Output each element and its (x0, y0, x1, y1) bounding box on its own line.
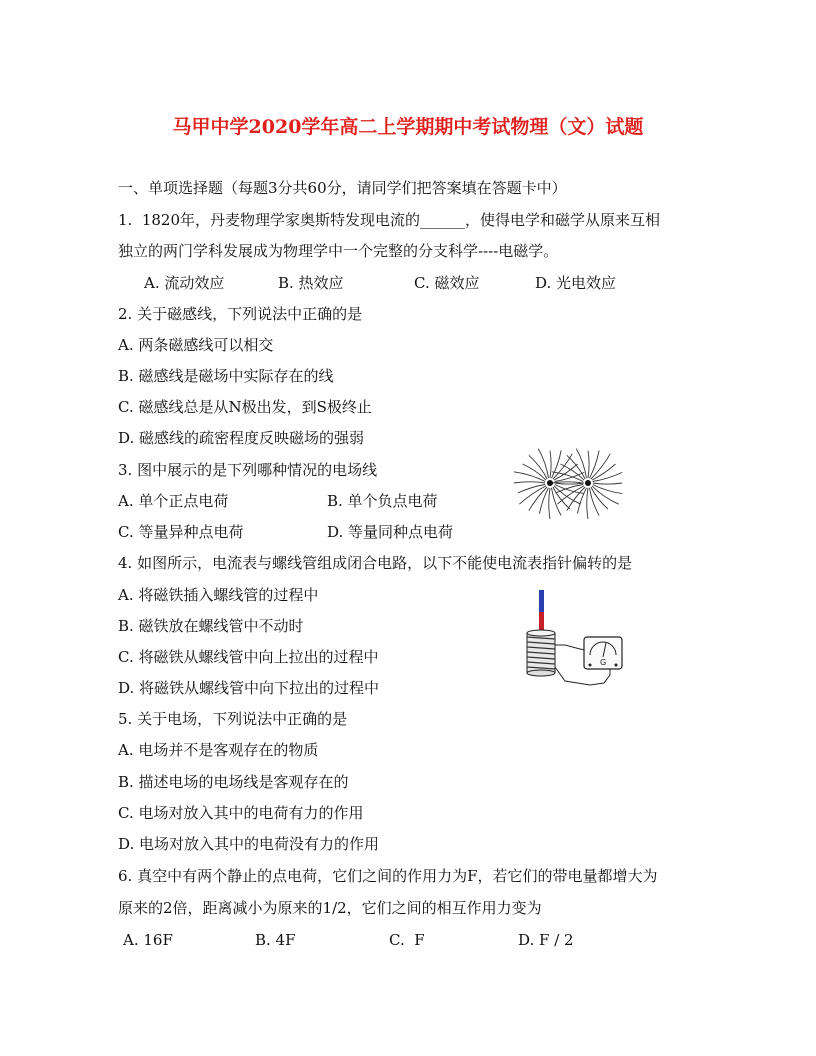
question-1-option-d: D. 光电效应 (535, 274, 617, 292)
question-6-option-d: D. F / 2 (518, 931, 574, 949)
question-1-option-c: C. 磁效应 (414, 274, 480, 292)
field-line (590, 488, 600, 516)
question-2-option-a: A. 两条磁感线可以相交 (118, 336, 274, 354)
question-5-option-c: C. 电场对放入其中的电荷有力的作用 (118, 804, 364, 822)
field-line (578, 488, 587, 514)
field-line (552, 482, 583, 483)
question-5-stem: 5. 关于电场，下列说法中正确的是 (118, 710, 348, 728)
field-line (593, 485, 622, 494)
question-2-stem: 2. 关于磁感线，下列说法中正确的是 (118, 305, 363, 323)
question-3-option-b: B. 单个负点电荷 (327, 492, 438, 510)
field-line (514, 482, 545, 483)
question-3-option-d: D. 等量同种点电荷 (327, 523, 454, 541)
question-5-option-d: D. 电场对放入其中的电荷没有力的作用 (118, 835, 380, 853)
field-line (555, 483, 584, 484)
field-line (590, 451, 600, 479)
question-3-option-a: A. 单个正点电荷 (118, 492, 229, 510)
field-line (549, 488, 550, 519)
question-5-option-b: B. 描述电场的电场线是客观存在的 (118, 773, 349, 791)
question-6-option-c: C. F (389, 931, 425, 949)
question-1-option-a: A. 流动效应 (144, 274, 225, 292)
field-line (591, 487, 608, 509)
field-line (592, 464, 616, 480)
question-5-option-a: A. 电场并不是客观存在的物质 (118, 741, 319, 759)
field-lines-icon (510, 443, 628, 523)
section-heading: 一、单项选择题（每题3分共60分，请同学们把答案填在答题卡中） (118, 179, 567, 197)
field-line (587, 488, 588, 519)
question-2-option-d: D. 磁感线的疏密程度反映磁场的强弱 (118, 429, 365, 447)
field-line (557, 486, 584, 504)
question-6-line-1: 6. 真空中有两个静止的点电荷，它们之间的作用力为F，若它们的带电量都增大为 (118, 867, 658, 885)
question-1-option-b: B. 热效应 (278, 274, 344, 292)
question-1-line-2: 独立的两门学科发展成为物理学中一个完整的分支科学----电磁学。 (118, 242, 559, 260)
question-4-option-a: A. 将磁铁插入螺线管的过程中 (118, 586, 319, 604)
field-line (552, 472, 583, 482)
question-3-option-c: C. 等量异种点电荷 (118, 523, 244, 541)
field-line (593, 483, 622, 484)
question-1-line-1: 1. 1820年，丹麦物理学家奥斯特发现电流的______，使得电学和磁学从原来互相 (118, 211, 661, 229)
solenoid-icon (527, 630, 555, 676)
field-line (514, 472, 545, 482)
question-4-option-c: C. 将磁铁从螺线管中向上拉出的过程中 (118, 648, 379, 666)
question-4-option-b: B. 磁铁放在螺线管中不动时 (118, 617, 304, 635)
question-2-option-c: C. 磁感线总是从N极出发，到S极终止 (118, 398, 372, 416)
circuit-icon (520, 585, 624, 689)
page-title: 马甲中学2020学年高二上学期期中考试物理（文）试题 (172, 116, 644, 138)
field-line (519, 486, 546, 504)
field-line (540, 488, 549, 514)
field-line (538, 449, 548, 479)
galvanometer-icon (584, 637, 622, 669)
field-line (550, 451, 551, 478)
question-6-option-b: B. 4F (255, 931, 296, 949)
question-6-option-a: A. 16F (123, 931, 173, 949)
left-charge-icon (547, 480, 553, 486)
meter-letter: G (600, 658, 607, 667)
field-line (588, 451, 589, 478)
field-line (523, 464, 547, 480)
question-3-stem: 3. 图中展示的是下列哪种情况的电场线 (118, 461, 378, 479)
right-charge-icon (585, 480, 591, 486)
magnet-north-icon (539, 590, 544, 612)
question-4-stem: 4. 如图所示，电流表与螺线管组成闭合电路，以下不能使电流表指针偏转的是 (118, 554, 633, 572)
question-6-line-2: 原来的2倍，距离减小为原来的1/2，它们之间的相互作用力变为 (118, 899, 542, 917)
question-2-option-b: B. 磁感线是磁场中实际存在的线 (118, 367, 334, 385)
field-line (552, 451, 562, 479)
question-4-option-d: D. 将磁铁从螺线管中向下拉出的过程中 (118, 679, 380, 697)
